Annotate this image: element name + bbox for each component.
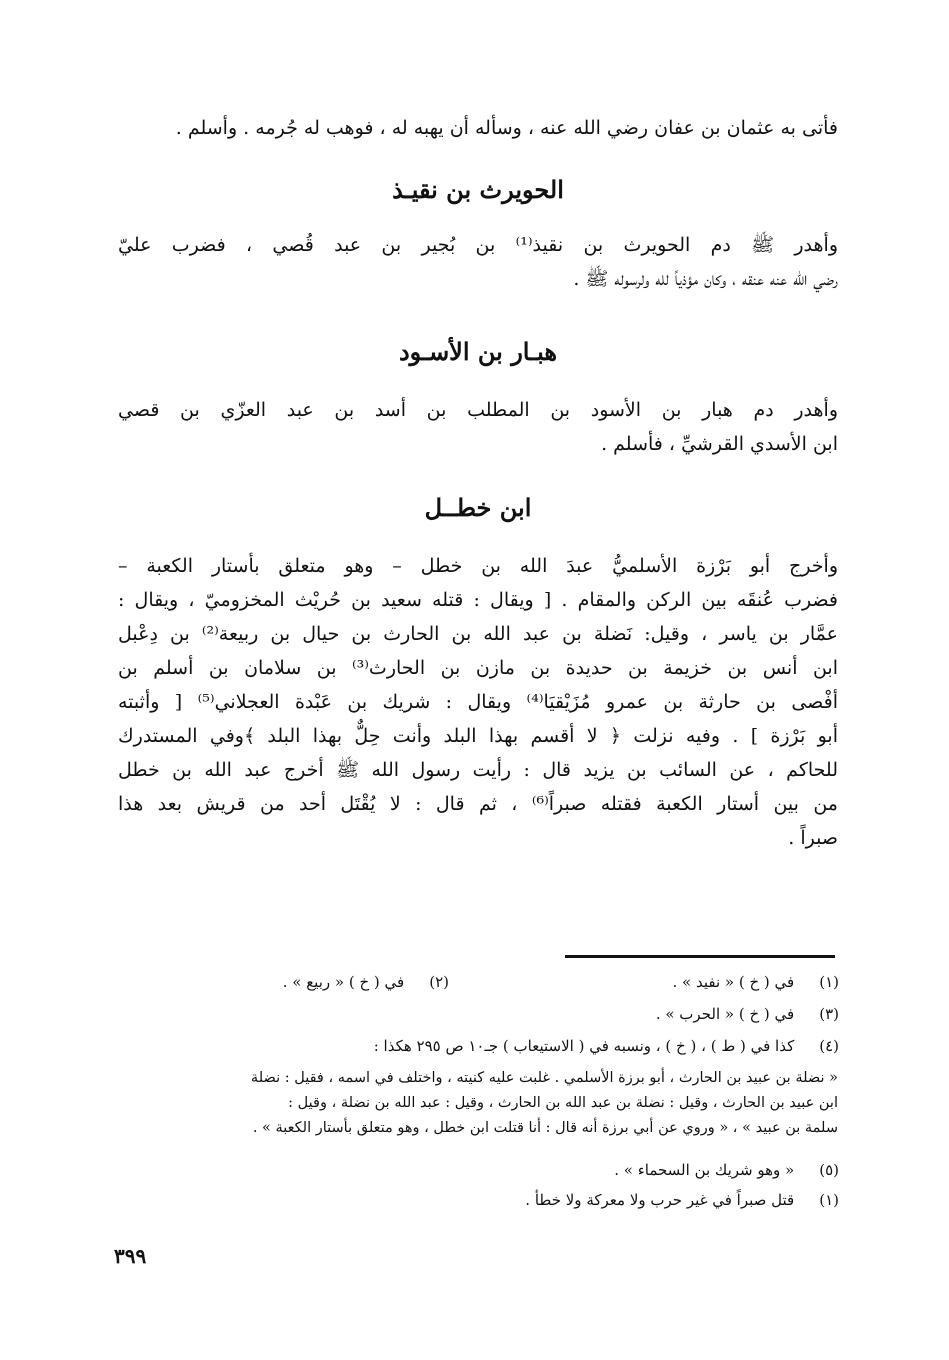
footnote-number: (٥)	[819, 1161, 839, 1179]
footnote-text: في ( خ ) « نفيد » .	[672, 973, 795, 991]
text-line: عمَّار بن ياسر ، وقيل: نَضلة بن عبد الله بن الحارث بن حيال بن ربيعة⁽²⁾ بن دِعْبل	[118, 623, 838, 645]
text-line: وأهدر ﷺ دم الحويرث بن نقيذ⁽¹⁾ بن بُجير بن عبد قُصي ، فضرب عليّ	[118, 234, 838, 256]
footnote-text: في ( خ ) « ربيع » .	[282, 973, 405, 991]
intro-paragraph	[118, 111, 838, 145]
footnote-number: (٣)	[819, 1005, 839, 1023]
footnote-separator	[565, 955, 835, 958]
text-line: أفْصى بن حارثة بن عمرو مُزَيْقيَا⁽⁴⁾ ويقال : شريك بن عَبْدة العجلاني⁽⁵⁾ [ وأثبته	[118, 691, 838, 713]
section-paragraph-habbar	[118, 393, 838, 461]
footnote-4	[374, 1034, 839, 1059]
text-line: ابن أنس بن خزيمة بن حديدة بن مازن بن الحارث⁽³⁾ بن سلامان بن أسلم بن	[118, 657, 838, 679]
text-line: فضرب عُنقَه بين الركن والمقام . [ ويقال : قتله سعيد بن حُريْث المخزوميّ ، ويقال :	[118, 589, 838, 611]
text-line: رضي الله عنه عنقه ، وكان مؤذياً لله ولرسوله ﷺ .	[573, 268, 838, 290]
text-line: للحاكم ، عن السائب بن يزيد قال : رأيت رسول الله ﷺ أخرج عبد الله بن خطل	[118, 759, 838, 781]
section-paragraph-ibn-khatal	[118, 549, 838, 855]
text-line: صبراً .	[788, 827, 838, 849]
footnote-text: « وهو شريك بن السحماء » .	[614, 1161, 795, 1179]
section-heading-huwairith: الحويرث بن نقيـذ	[392, 175, 564, 204]
footnote-text: في ( خ ) « الحرب » .	[655, 1005, 795, 1023]
footnote-text: قتل صبراً في غير حرب ولا معركة ولا خطأ .	[525, 1191, 795, 1209]
footnote-1	[672, 970, 839, 995]
footnote-3	[656, 1002, 839, 1027]
text-line: وأهدر دم هبار بن الأسود بن المطلب بن أسد بن عبد العزّي بن قصي	[118, 399, 838, 421]
footnote-number: (٢)	[429, 973, 449, 991]
text-line: وأخرج أبو بَرْزة الأسلميُّ عبدَ الله بن خطل – وهو متعلق بأستار الكعبة –	[118, 555, 838, 577]
footnote-line: سلمة بن عبيد » ، « وروي عن أبي برزة أنه قال : أنا قتلت ابن خطل ، وهو متعلق بأستار الكعبة » .	[252, 1120, 838, 1136]
footnote-number: (٤)	[819, 1037, 839, 1055]
footnote-6	[525, 1188, 839, 1213]
footnote-number: (١)	[819, 1191, 839, 1209]
text-line: من بين أستار الكعبة فقتله صبراً⁽⁶⁾ ، ثم قال : لا يُقْتَل أحد من قريش بعد هذا	[118, 793, 838, 815]
text-line: ابن الأسدي القرشيِّ ، فأسلم .	[601, 433, 838, 455]
footnote-4-body	[118, 1066, 838, 1141]
footnote-2	[283, 970, 449, 995]
page-number: ٣٩٩	[114, 1244, 147, 1268]
section-heading-ibn-khatal: ابن خطــل	[424, 493, 532, 522]
text-line: أبو بَرْزة ] . وفيه نزلت ﴿ لا أقسم بهذا البلد وأنت حِلٌّ بهذا البلد ﴾وفي المستدرك	[118, 725, 838, 747]
footnote-number: (١)	[819, 973, 839, 991]
footnote-text: كذا في ( ط ) ، ( خ ) ، ونسبه في ( الاستيعاب ) جـ١٠ ص ٢٩٥ هكذا :	[373, 1037, 795, 1055]
footnote-line: ابن عبيد بن الحارث ، وقيل : نضلة بن عبد الله بن الحارث ، وقيل : عبد الله بن نضلة ، وقيل :	[288, 1095, 838, 1111]
section-paragraph-huwairith	[118, 228, 838, 296]
text-line: فأتى به عثمان بن عفان رضي الله عنه ، وسأله أن يهبه له ، فوهب له جُرمه . وأسلم .	[175, 117, 838, 139]
footnote-line: « نضلة بن عبيد بن الحارث ، أبو برزة الأسلمي . غلبت عليه كنيته ، واختلف في اسمه ، فقيل : نضلة	[250, 1070, 838, 1086]
footnote-5	[614, 1158, 839, 1183]
section-heading-habbar: هبـار بن الأسـود	[398, 337, 558, 366]
